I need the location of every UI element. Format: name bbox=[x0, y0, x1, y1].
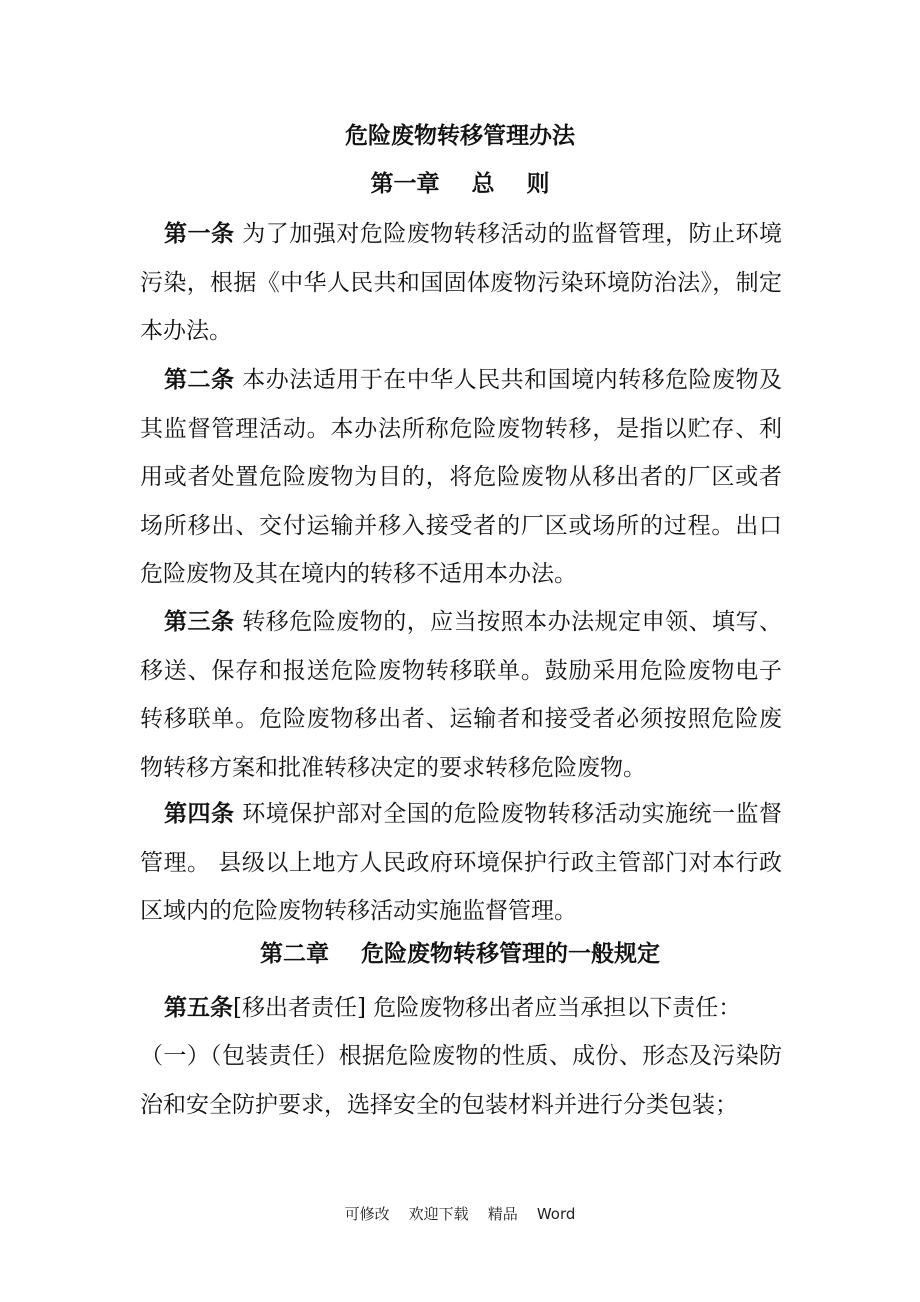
article-1-label: 第一条 bbox=[164, 221, 235, 247]
article-3-label: 第三条 bbox=[164, 609, 235, 635]
article-4-label: 第四条 bbox=[164, 801, 235, 827]
article-4-text: 环境保护部对全国的危险废物转移活动实施统一监督管理。 县级以上地方人民政府环境保护行政主管部门对本行政区域内的危险废物转移活动实施监督管理。 bbox=[140, 801, 783, 924]
article-5-label: 第五条 bbox=[164, 995, 233, 1021]
page-footer: 可修改 欢迎下载 精品 Word bbox=[344, 1205, 576, 1223]
article-2-label: 第二条 bbox=[164, 367, 235, 393]
article-1 bbox=[140, 210, 782, 356]
chapter-1-heading: 第一章 总 则 bbox=[370, 171, 550, 197]
article-2 bbox=[140, 356, 782, 599]
chapter-2-heading: 第二章 危险废物转移管理的一般规定 bbox=[259, 941, 661, 967]
article-5-text: [移出者责任] 危险废物移出者应当承担以下责任： bbox=[233, 995, 742, 1021]
article-5 bbox=[140, 984, 782, 1033]
document-title: 危险废物转移管理办法 bbox=[345, 123, 575, 149]
article-4 bbox=[140, 790, 782, 936]
article-1-text: 为了加强对危险废物转移活动的监督管理，防止环境污染，根据《中华人民共和国固体废物污染环境防治法》，制定本办法。 bbox=[140, 221, 783, 344]
article-2-text: 本办法适用于在中华人民共和国境内转移危险废物及其监督管理活动。本办法所称危险废物转移，是指以贮存、利用或者处置危险废物为目的，将危险废物从移出者的厂区或者场所移出、交付运输并移入接受者的厂区或场所的过程。出口危险废物及其在境内的转移不适用本办法。 bbox=[140, 367, 783, 587]
article-3 bbox=[140, 598, 782, 792]
article-5-item-1: （一）（包装责任）根据危险废物的性质、成份、形态及污染防治和安全防护要求，选择安全的包装材料并进行分类包装； bbox=[140, 1043, 782, 1118]
article-3-text: 转移危险废物的，应当按照本办法规定申领、填写、移送、保存和报送危险废物转移联单。鼓励采用危险废物电子转移联单。危险废物移出者、运输者和接受者必须按照危险废物转移方案和批准转移决定的要求转移危险废物。 bbox=[140, 609, 783, 781]
